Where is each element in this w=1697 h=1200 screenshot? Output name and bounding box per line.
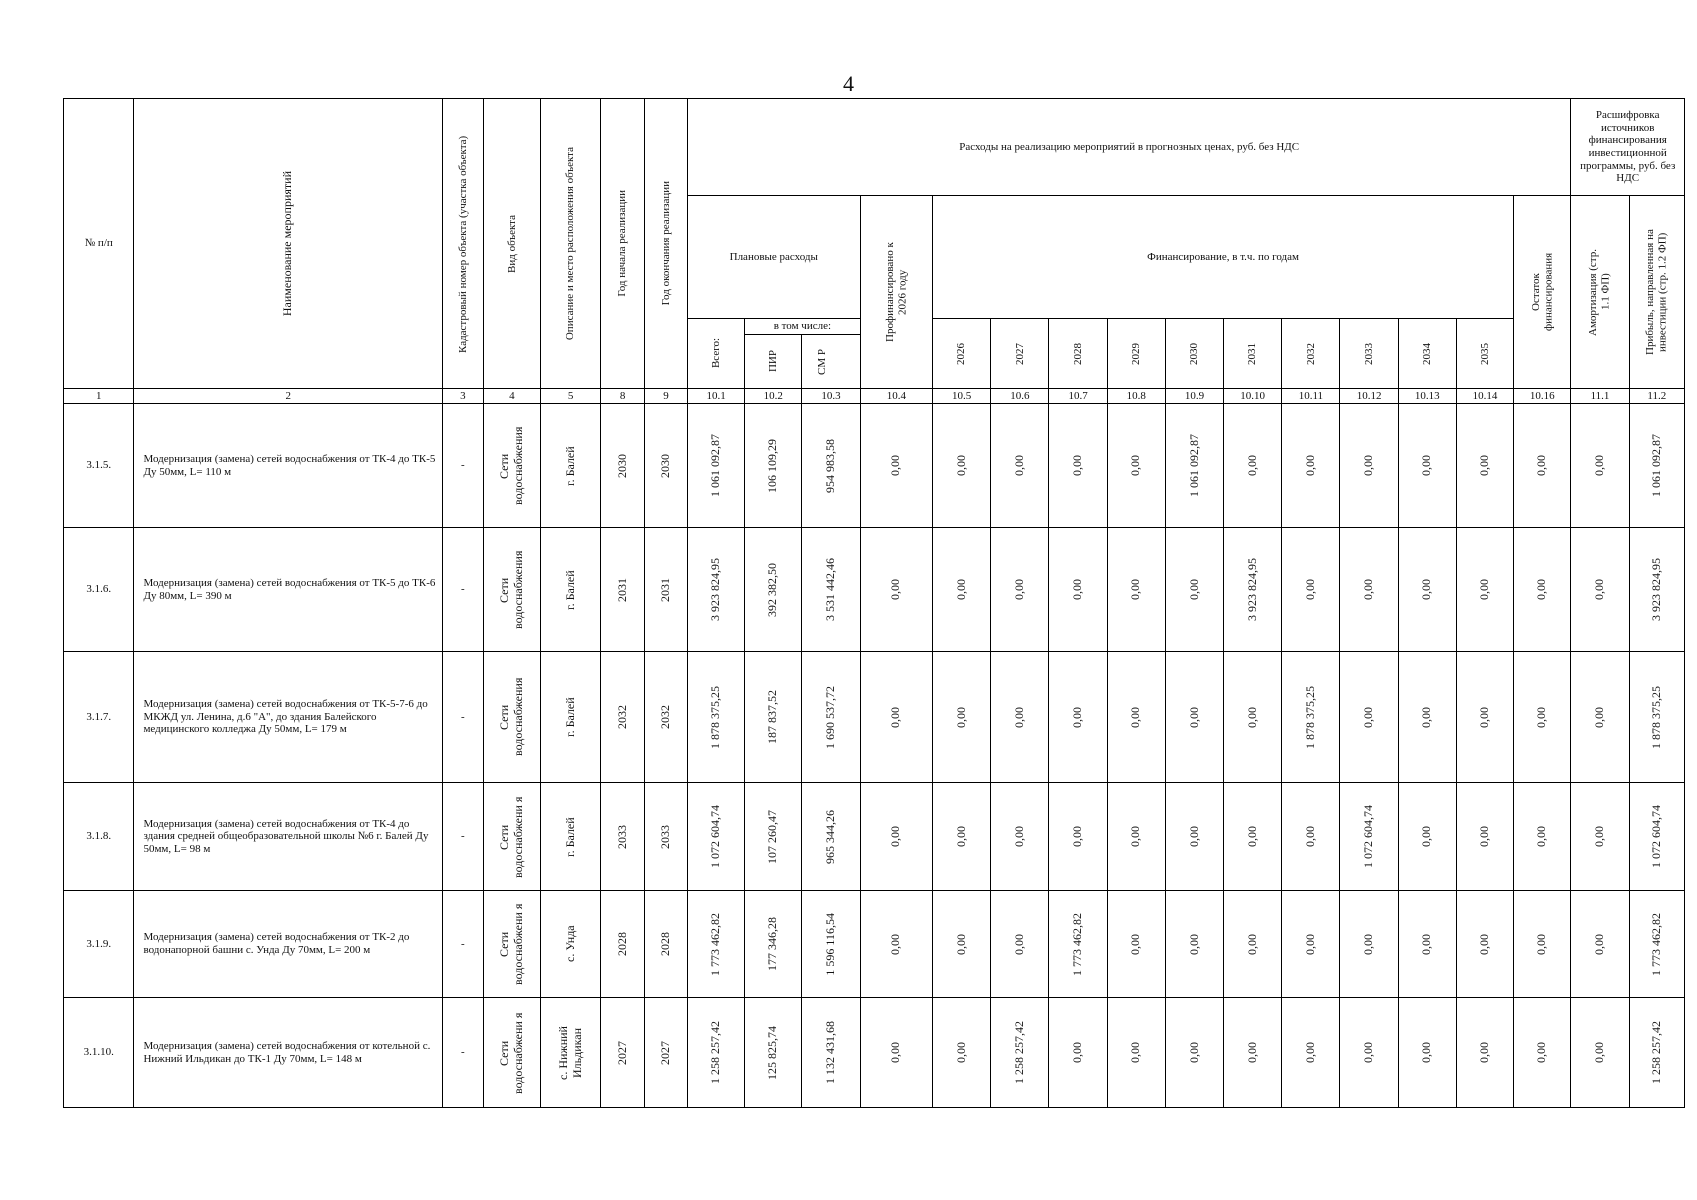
row-smr: 1 596 116,54 (802, 891, 860, 998)
row-prefunded: 0,00 (860, 891, 933, 998)
row-profit: 1 258 257,42 (1629, 998, 1684, 1108)
row-year-value: 0,00 (1049, 652, 1107, 783)
row-year-value: 0,00 (1456, 998, 1513, 1108)
row-total: 1 773 462,82 (687, 891, 744, 998)
header-cadastral: Кадастровый номер объекта (участка объекта) (442, 99, 483, 389)
column-number: 10.2 (745, 389, 802, 404)
table-row (64, 652, 1685, 783)
row-year-value: 0,00 (1107, 783, 1165, 891)
row-year-value: 1 878 375,25 (1282, 652, 1340, 783)
header-year-2033: 2033 (1340, 319, 1398, 389)
column-number: 1 (64, 389, 134, 404)
row-year-value: 0,00 (1049, 528, 1107, 652)
column-number: 10.5 (933, 389, 991, 404)
column-number: 10.14 (1456, 389, 1513, 404)
row-type: Сети водоснабжени я (483, 891, 540, 998)
row-amort: 0,00 (1571, 783, 1629, 891)
header-location: Описание и место расположения объекта (540, 99, 600, 389)
row-smr: 1 132 431,68 (802, 998, 860, 1108)
row-year-value: 0,00 (1224, 404, 1282, 528)
header-year-end: Год окончания реализации (645, 99, 688, 389)
header-prefunded: Профинансировано к 2026 году (860, 196, 933, 389)
row-location: г. Балей (540, 528, 600, 652)
row-smr: 3 531 442,46 (802, 528, 860, 652)
header-smr: СМ Р (802, 335, 860, 389)
row-id: 3.1.10. (64, 998, 134, 1108)
row-id: 3.1.8. (64, 783, 134, 891)
table-body (64, 389, 1685, 1108)
row-year-value: 0,00 (991, 783, 1049, 891)
row-pir: 107 260,47 (745, 783, 802, 891)
row-cadastral: - (442, 404, 483, 528)
row-year-value: 0,00 (1398, 652, 1456, 783)
row-cadastral: - (442, 998, 483, 1108)
header-sources-group: Расшифровка источников финансирования инвестиционной программы, руб. без НДС (1571, 99, 1685, 196)
row-year-value: 0,00 (1107, 652, 1165, 783)
row-year-value: 0,00 (1398, 783, 1456, 891)
column-number: 5 (540, 389, 600, 404)
row-year-start: 2028 (601, 891, 645, 998)
row-year-value: 0,00 (1107, 404, 1165, 528)
header-costs-group: Расходы на реализацию мероприятий в прогнозных ценах, руб. без НДС (687, 99, 1570, 196)
column-number: 10.16 (1514, 389, 1571, 404)
header-year-start: Год начала реализации (601, 99, 645, 389)
row-smr: 954 983,58 (802, 404, 860, 528)
column-number: 3 (442, 389, 483, 404)
row-year-value: 0,00 (991, 404, 1049, 528)
row-year-value: 0,00 (1456, 528, 1513, 652)
row-name: Модернизация (замена) сетей водоснабжения от ТК-5-7-6 до МКЖД ул. Ленина, д.6 "А", до здания Балейского медицинского колледжа Ду 50мм, L= 179 м (134, 652, 442, 783)
row-year-value: 0,00 (933, 528, 991, 652)
row-year-end: 2033 (645, 783, 688, 891)
column-number: 10.8 (1107, 389, 1165, 404)
column-number: 11.1 (1571, 389, 1629, 404)
row-year-value: 0,00 (1340, 891, 1398, 998)
row-prefunded: 0,00 (860, 652, 933, 783)
row-year-end: 2032 (645, 652, 688, 783)
row-location: г. Балей (540, 404, 600, 528)
row-year-value: 0,00 (1049, 783, 1107, 891)
row-remainder: 0,00 (1514, 891, 1571, 998)
row-type: Сети водоснабжения (483, 652, 540, 783)
table-row (64, 998, 1685, 1108)
row-year-value: 0,00 (1456, 652, 1513, 783)
row-remainder: 0,00 (1514, 404, 1571, 528)
row-year-value: 0,00 (991, 528, 1049, 652)
table-row (64, 783, 1685, 891)
row-year-value: 3 923 824,95 (1224, 528, 1282, 652)
row-type: Сети водоснабжения (483, 404, 540, 528)
header-amort: Амортизация (стр. 1.1 ФП) (1571, 196, 1629, 389)
row-year-value: 0,00 (1398, 891, 1456, 998)
row-year-start: 2033 (601, 783, 645, 891)
header-total: Всего: (687, 319, 744, 389)
row-total: 1 061 092,87 (687, 404, 744, 528)
row-year-start: 2030 (601, 404, 645, 528)
row-year-value: 0,00 (1224, 891, 1282, 998)
row-total: 1 072 604,74 (687, 783, 744, 891)
header-year-2030: 2030 (1165, 319, 1223, 389)
row-cadastral: - (442, 528, 483, 652)
row-location: с. Унда (540, 891, 600, 998)
row-profit: 1 061 092,87 (1629, 404, 1684, 528)
header-year-2034: 2034 (1398, 319, 1456, 389)
row-year-value: 0,00 (1398, 998, 1456, 1108)
row-type: Сети водоснабжения (483, 528, 540, 652)
column-number: 10.12 (1340, 389, 1398, 404)
row-pir: 125 825,74 (745, 998, 802, 1108)
row-amort: 0,00 (1571, 528, 1629, 652)
column-number: 10.13 (1398, 389, 1456, 404)
column-number: 8 (601, 389, 645, 404)
column-number: 10.7 (1049, 389, 1107, 404)
header-year-2032: 2032 (1282, 319, 1340, 389)
row-id: 3.1.7. (64, 652, 134, 783)
row-year-value: 0,00 (1224, 783, 1282, 891)
row-year-value: 0,00 (933, 891, 991, 998)
header-year-2026: 2026 (933, 319, 991, 389)
table-row (64, 891, 1685, 998)
column-number: 10.6 (991, 389, 1049, 404)
row-year-start: 2032 (601, 652, 645, 783)
row-remainder: 0,00 (1514, 783, 1571, 891)
column-number: 2 (134, 389, 442, 404)
header-name: Наименование мероприятий (134, 99, 442, 389)
row-name: Модернизация (замена) сетей водоснабжения от ТК-5 до ТК-6 Ду 80мм, L= 390 м (134, 528, 442, 652)
row-type: Сети водоснабжени я (483, 998, 540, 1108)
row-profit: 3 923 824,95 (1629, 528, 1684, 652)
header-funding-years: Финансирование, в т.ч. по годам (933, 196, 1514, 319)
row-year-value: 0,00 (1398, 404, 1456, 528)
table-row (64, 404, 1685, 528)
row-name: Модернизация (замена) сетей водоснабжения от котельной с. Нижний Ильдикан до ТК-1 Ду 70мм, L= 148 м (134, 998, 442, 1108)
row-id: 3.1.6. (64, 528, 134, 652)
row-year-value: 0,00 (1398, 528, 1456, 652)
header-pir: ПИР (745, 335, 802, 389)
row-location: с. Нижний Ильдикан (540, 998, 600, 1108)
row-name: Модернизация (замена) сетей водоснабжения от ТК-2 до водонапорной башни с. Унда Ду 70мм, L= 200 м (134, 891, 442, 998)
row-remainder: 0,00 (1514, 528, 1571, 652)
row-name: Модернизация (замена) сетей водоснабжения от ТК-4 до ТК-5 Ду 50мм, L= 110 м (134, 404, 442, 528)
column-number: 10.4 (860, 389, 933, 404)
column-number: 10.10 (1224, 389, 1282, 404)
row-year-value: 0,00 (1165, 652, 1223, 783)
row-year-value: 0,00 (1165, 528, 1223, 652)
header-remainder: Остаток финансирования (1514, 196, 1571, 389)
column-number: 9 (645, 389, 688, 404)
row-year-value: 0,00 (1282, 783, 1340, 891)
row-year-value: 0,00 (1282, 528, 1340, 652)
row-amort: 0,00 (1571, 998, 1629, 1108)
header-year-2035: 2035 (1456, 319, 1513, 389)
row-year-start: 2031 (601, 528, 645, 652)
column-number: 11.2 (1629, 389, 1684, 404)
row-year-value: 0,00 (1456, 891, 1513, 998)
row-type: Сети водоснабжени я (483, 783, 540, 891)
row-profit: 1 072 604,74 (1629, 783, 1684, 891)
header-incl: в том числе: (745, 319, 860, 335)
row-year-value: 0,00 (1456, 783, 1513, 891)
row-prefunded: 0,00 (860, 783, 933, 891)
header-type: Вид объекта (483, 99, 540, 389)
row-pir: 177 346,28 (745, 891, 802, 998)
row-profit: 1 773 462,82 (1629, 891, 1684, 998)
row-cadastral: - (442, 783, 483, 891)
row-pir: 392 382,50 (745, 528, 802, 652)
column-number: 10.11 (1282, 389, 1340, 404)
row-year-value: 0,00 (1049, 998, 1107, 1108)
header-profit: Прибыль, направленная на инвестиции (стр. 1.2 ФП) (1629, 196, 1684, 389)
row-remainder: 0,00 (1514, 652, 1571, 783)
row-cadastral: - (442, 891, 483, 998)
row-cadastral: - (442, 652, 483, 783)
row-amort: 0,00 (1571, 652, 1629, 783)
row-year-value: 0,00 (1340, 652, 1398, 783)
row-year-value: 0,00 (1340, 404, 1398, 528)
row-year-value: 0,00 (1165, 891, 1223, 998)
row-year-value: 1 258 257,42 (991, 998, 1049, 1108)
row-name: Модернизация (замена) сетей водоснабжения от ТК-4 до здания средней общеобразовательной школы №6 г. Балей Ду 50мм, L= 98 м (134, 783, 442, 891)
row-location: г. Балей (540, 783, 600, 891)
header-year-2031: 2031 (1224, 319, 1282, 389)
row-year-end: 2030 (645, 404, 688, 528)
row-prefunded: 0,00 (860, 998, 933, 1108)
row-year-end: 2027 (645, 998, 688, 1108)
row-year-value: 0,00 (991, 652, 1049, 783)
table-row (64, 528, 1685, 652)
row-year-value: 0,00 (1107, 891, 1165, 998)
row-prefunded: 0,00 (860, 528, 933, 652)
header-year-2028: 2028 (1049, 319, 1107, 389)
row-profit: 1 878 375,25 (1629, 652, 1684, 783)
row-amort: 0,00 (1571, 891, 1629, 998)
investment-program-table (63, 98, 1685, 1108)
row-amort: 0,00 (1571, 404, 1629, 528)
row-year-value: 0,00 (1282, 404, 1340, 528)
row-year-value: 0,00 (1049, 404, 1107, 528)
row-pir: 106 109,29 (745, 404, 802, 528)
row-year-value: 1 072 604,74 (1340, 783, 1398, 891)
header-year-2027: 2027 (991, 319, 1049, 389)
row-year-value: 0,00 (933, 652, 991, 783)
row-year-end: 2031 (645, 528, 688, 652)
row-year-value: 0,00 (1224, 652, 1282, 783)
row-year-value: 0,00 (1282, 891, 1340, 998)
row-year-value: 0,00 (1340, 528, 1398, 652)
row-location: г. Балей (540, 652, 600, 783)
row-year-value: 0,00 (1282, 998, 1340, 1108)
column-number: 10.9 (1165, 389, 1223, 404)
row-year-value: 0,00 (933, 404, 991, 528)
row-year-value: 1 061 092,87 (1165, 404, 1223, 528)
column-number: 4 (483, 389, 540, 404)
header-num: № п/п (64, 99, 134, 389)
row-year-value: 0,00 (1107, 528, 1165, 652)
row-smr: 1 690 537,72 (802, 652, 860, 783)
row-total: 3 923 824,95 (687, 528, 744, 652)
row-year-start: 2027 (601, 998, 645, 1108)
row-year-value: 0,00 (1107, 998, 1165, 1108)
page-number: 4 (843, 71, 854, 96)
column-number-row (64, 389, 1685, 404)
row-total: 1 258 257,42 (687, 998, 744, 1108)
row-id: 3.1.9. (64, 891, 134, 998)
row-remainder: 0,00 (1514, 998, 1571, 1108)
row-year-value: 0,00 (933, 998, 991, 1108)
row-year-value: 0,00 (1165, 783, 1223, 891)
header-year-2029: 2029 (1107, 319, 1165, 389)
row-year-value: 0,00 (991, 891, 1049, 998)
column-number: 10.3 (802, 389, 860, 404)
row-year-value: 0,00 (933, 783, 991, 891)
row-id: 3.1.5. (64, 404, 134, 528)
row-smr: 965 344,26 (802, 783, 860, 891)
column-number: 10.1 (687, 389, 744, 404)
row-year-value: 1 773 462,82 (1049, 891, 1107, 998)
row-year-value: 0,00 (1340, 998, 1398, 1108)
row-prefunded: 0,00 (860, 404, 933, 528)
row-pir: 187 837,52 (745, 652, 802, 783)
row-total: 1 878 375,25 (687, 652, 744, 783)
row-year-value: 0,00 (1224, 998, 1282, 1108)
row-year-end: 2028 (645, 891, 688, 998)
row-year-value: 0,00 (1165, 998, 1223, 1108)
header-planned: Плановые расходы (687, 196, 860, 319)
row-year-value: 0,00 (1456, 404, 1513, 528)
